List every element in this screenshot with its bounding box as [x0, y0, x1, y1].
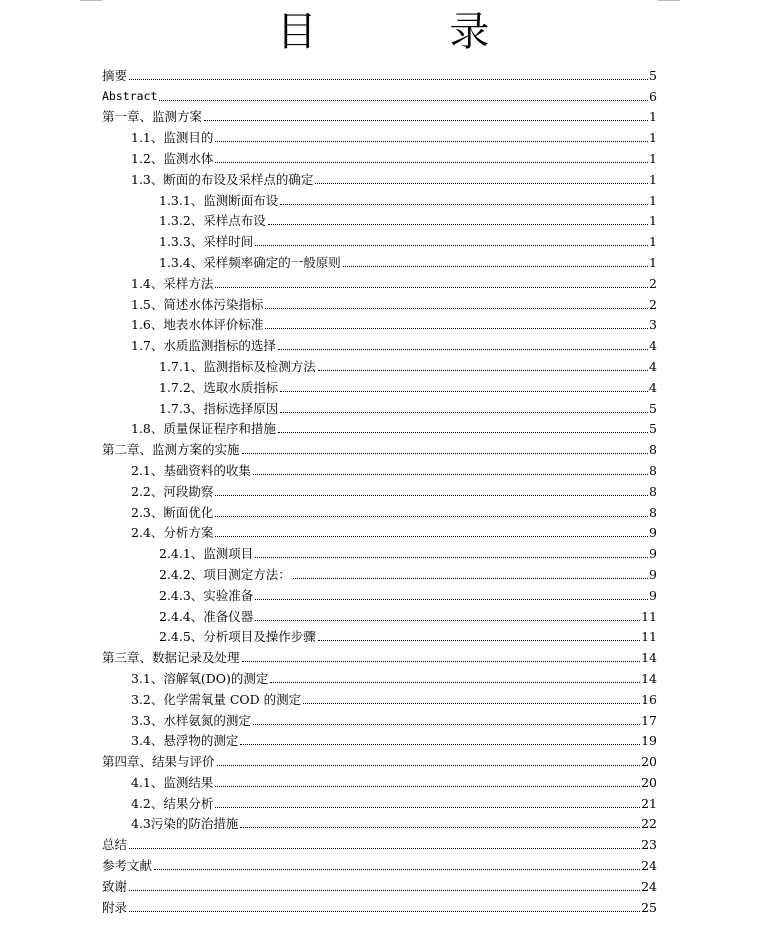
toc-entry[interactable]	[102, 166, 657, 187]
toc-entry[interactable]	[102, 312, 657, 333]
toc-entry[interactable]	[102, 374, 657, 395]
toc-entry-page-number: 14	[641, 650, 657, 666]
toc-entry-label: 4.3污染的防治措施	[131, 816, 239, 832]
toc-entry[interactable]	[102, 291, 657, 312]
toc-entry-page-number: 1	[649, 213, 657, 229]
toc-entry-label: 2.4.5、分析项目及操作步骤	[159, 629, 316, 645]
toc-entry-page-number: 11	[641, 608, 657, 624]
toc-entry[interactable]	[102, 582, 657, 603]
toc-entry-page-number: 8	[649, 442, 657, 458]
toc-entry-page-number: 9	[649, 587, 657, 603]
dot-leader	[242, 660, 641, 662]
dot-leader	[215, 140, 648, 142]
dot-leader	[255, 619, 640, 621]
toc-entry-label: 第一章、监测方案	[102, 109, 203, 125]
toc-entry-label: 参考文献	[102, 858, 153, 874]
dot-leader	[280, 203, 648, 205]
dot-leader	[268, 223, 648, 225]
toc-entry[interactable]	[102, 873, 657, 894]
toc-entry-page-number: 2	[649, 275, 657, 291]
toc-entry[interactable]	[102, 124, 657, 145]
toc-entry-page-number: 8	[649, 483, 657, 499]
toc-entry-label: 3.2、化学需氧量 COD 的测定	[131, 691, 302, 707]
toc-entry-page-number: 8	[649, 462, 657, 478]
dot-leader	[265, 307, 648, 309]
toc-entry-page-number: 24	[641, 878, 657, 894]
dot-leader	[215, 494, 648, 496]
toc-entry[interactable]	[102, 540, 657, 561]
toc-entry-label: 附录	[102, 899, 128, 915]
dot-leader	[240, 826, 640, 828]
toc-entry[interactable]	[102, 665, 657, 686]
dot-leader	[280, 390, 648, 392]
toc-entry[interactable]	[102, 208, 657, 229]
toc-entry-label: 1.1、监测目的	[131, 130, 214, 146]
toc-entry[interactable]	[102, 686, 657, 707]
toc-entry-label: 2.4.4、准备仪器	[159, 608, 254, 624]
dot-leader	[280, 411, 648, 413]
toc-entry-page-number: 2	[649, 296, 657, 312]
toc-entry-label: 总结	[102, 837, 128, 853]
toc-entry-page-number: 4	[649, 358, 657, 374]
dot-leader	[253, 723, 640, 725]
dot-leader	[255, 244, 648, 246]
toc-entry[interactable]	[102, 104, 657, 125]
toc-entry-page-number: 5	[649, 421, 657, 437]
toc-entry-page-number: 17	[641, 712, 657, 728]
toc-entry[interactable]	[102, 353, 657, 374]
dot-leader	[215, 161, 648, 163]
dot-leader	[278, 348, 648, 350]
toc-entry-page-number: 1	[649, 192, 657, 208]
dot-leader	[159, 99, 648, 101]
dot-leader	[215, 286, 648, 288]
toc-entry-page-number: 5	[649, 400, 657, 416]
toc-entry-label: 1.4、采样方法	[131, 275, 214, 291]
toc-entry[interactable]	[102, 187, 657, 208]
toc-entry[interactable]	[102, 811, 657, 832]
toc-entry-page-number: 22	[641, 816, 657, 832]
dot-leader	[242, 452, 649, 454]
dot-leader	[318, 639, 640, 641]
toc-entry-page-number: 9	[649, 566, 657, 582]
toc-entry-page-number: 24	[641, 858, 657, 874]
toc-entry-label: 第二章、监测方案的实施	[102, 442, 240, 458]
toc-entry-label: 1.5、简述水体污染指标	[131, 296, 264, 312]
toc-entry-label: 2.4、分析方案	[131, 525, 214, 541]
dot-leader	[270, 681, 640, 683]
toc-entry-label: 1.3.4、采样频率确定的一般原则	[159, 254, 341, 270]
toc-entry[interactable]	[102, 83, 657, 104]
dot-leader	[129, 78, 648, 80]
toc-entry-label: 2.4.3、实验准备	[159, 587, 254, 603]
toc-entry-label: 第四章、结果与评价	[102, 754, 215, 770]
toc-entry[interactable]	[102, 520, 657, 541]
toc-entry-label: 1.2、监测水体	[131, 150, 214, 166]
toc-entry-label: 3.4、悬浮物的测定	[131, 733, 239, 749]
toc-entry-page-number: 3	[649, 317, 657, 333]
toc-entry-page-number: 1	[649, 254, 657, 270]
toc-entry-label: 第三章、数据记录及处理	[102, 650, 240, 666]
toc-entry-label: 2.4.2、项目测定方法：	[159, 566, 291, 582]
toc-entry[interactable]	[102, 769, 657, 790]
toc-entry-page-number: 9	[649, 525, 657, 541]
toc-entry-page-number: 21	[641, 795, 657, 811]
toc-entry-label: 致谢	[102, 878, 128, 894]
toc-entry[interactable]	[102, 561, 657, 582]
toc-entry-label: 1.7、水质监测指标的选择	[131, 338, 276, 354]
toc-entry[interactable]	[102, 728, 657, 749]
toc-entry[interactable]	[102, 436, 657, 457]
dot-leader	[154, 868, 640, 870]
toc-entry-label: 3.1、溶解氧(DO)的测定	[131, 670, 269, 686]
toc-entry-label: 1.3.2、采样点布设	[159, 213, 266, 229]
toc-entry-label: Abstract	[102, 88, 158, 103]
dot-leader	[293, 577, 648, 579]
toc-entry-page-number: 11	[641, 629, 657, 645]
toc-entry-label: 2.2、河段勘察	[131, 483, 214, 499]
toc-entry-page-number: 5	[649, 67, 657, 83]
page-corner-mark-left	[80, 0, 102, 1]
toc-entry-label: 3.3、水样氨氮的测定	[131, 712, 251, 728]
dot-leader	[129, 889, 640, 891]
dot-leader	[204, 119, 648, 121]
toc-entry-label: 1.7.1、监测指标及检测方法	[159, 358, 316, 374]
toc-entry[interactable]	[102, 894, 657, 915]
toc-entry-label: 1.6、地表水体评价标准	[131, 317, 264, 333]
toc-entry[interactable]	[102, 831, 657, 852]
toc-entry-page-number: 23	[641, 837, 657, 853]
dot-leader	[255, 598, 648, 600]
toc-entry[interactable]	[102, 395, 657, 416]
dot-leader	[253, 473, 648, 475]
dot-leader	[255, 556, 648, 558]
toc-entry-label: 1.3.1、监测断面布设	[159, 192, 279, 208]
toc-entry-page-number: 1	[649, 234, 657, 250]
dot-leader	[129, 910, 640, 912]
dot-leader	[318, 369, 648, 371]
dot-leader	[129, 847, 640, 849]
toc-entry-page-number: 6	[649, 88, 657, 104]
toc-entry-page-number: 4	[649, 338, 657, 354]
dot-leader	[315, 182, 648, 184]
dot-leader	[303, 702, 640, 704]
dot-leader	[343, 265, 648, 267]
toc-entry-page-number: 1	[649, 150, 657, 166]
toc-entry-label: 1.7.2、选取水质指标	[159, 379, 279, 395]
toc-entry-page-number: 1	[649, 109, 657, 125]
toc-entry-page-number: 20	[641, 774, 657, 790]
dot-leader	[217, 764, 641, 766]
toc-entry-page-number: 1	[649, 171, 657, 187]
toc-entry-label: 摘要	[102, 67, 128, 83]
toc-entry-page-number: 14	[641, 670, 657, 686]
toc-entry[interactable]	[102, 249, 657, 270]
dot-leader	[278, 431, 648, 433]
toc-entry[interactable]	[102, 145, 657, 166]
toc-entry[interactable]	[102, 624, 657, 645]
toc-entry[interactable]	[102, 707, 657, 728]
dot-leader	[215, 806, 640, 808]
toc-entry-page-number: 19	[641, 733, 657, 749]
toc-entry-page-number: 8	[649, 504, 657, 520]
toc-entry-label: 2.3、断面优化	[131, 504, 214, 520]
toc-entry[interactable]	[102, 457, 657, 478]
toc-entry-label: 1.3.3、采样时间	[159, 234, 254, 250]
toc-entry-page-number: 1	[649, 130, 657, 146]
toc-entry[interactable]	[102, 852, 657, 873]
dot-leader	[215, 535, 648, 537]
toc-entry-label: 1.3、断面的布设及采样点的确定	[131, 171, 314, 187]
toc-entry[interactable]	[102, 603, 657, 624]
page-corner-mark-right	[658, 0, 680, 1]
toc-entry-page-number: 9	[649, 546, 657, 562]
toc-entry[interactable]	[102, 478, 657, 499]
dot-leader	[240, 743, 640, 745]
toc-entry[interactable]	[102, 499, 657, 520]
toc-entry-page-number: 4	[649, 379, 657, 395]
toc-entry[interactable]	[102, 790, 657, 811]
toc-entry-label: 2.4.1、监测项目	[159, 546, 254, 562]
toc-entry[interactable]	[102, 332, 657, 353]
toc-entry-label: 4.1、监测结果	[131, 774, 214, 790]
dot-leader	[215, 515, 648, 517]
toc-entry-page-number: 16	[641, 691, 657, 707]
toc-entry-label: 4.2、结果分析	[131, 795, 214, 811]
dot-leader	[265, 327, 648, 329]
toc-entry[interactable]	[102, 62, 657, 83]
toc-entry[interactable]	[102, 644, 657, 665]
toc-entry-page-number: 20	[641, 754, 657, 770]
toc-entry[interactable]	[102, 270, 657, 291]
toc-entry-label: 2.1、基础资料的收集	[131, 462, 251, 478]
toc-entry-label: 1.8、质量保证程序和措施	[131, 421, 276, 437]
toc-entry[interactable]	[102, 416, 657, 437]
toc-entry[interactable]	[102, 228, 657, 249]
toc-title: 目 录	[276, 9, 550, 55]
toc-entry-page-number: 25	[641, 899, 657, 915]
toc-entry-label: 1.7.3、指标选择原因	[159, 400, 279, 416]
dot-leader	[215, 785, 640, 787]
table-of-contents	[102, 62, 657, 915]
toc-entry[interactable]	[102, 748, 657, 769]
